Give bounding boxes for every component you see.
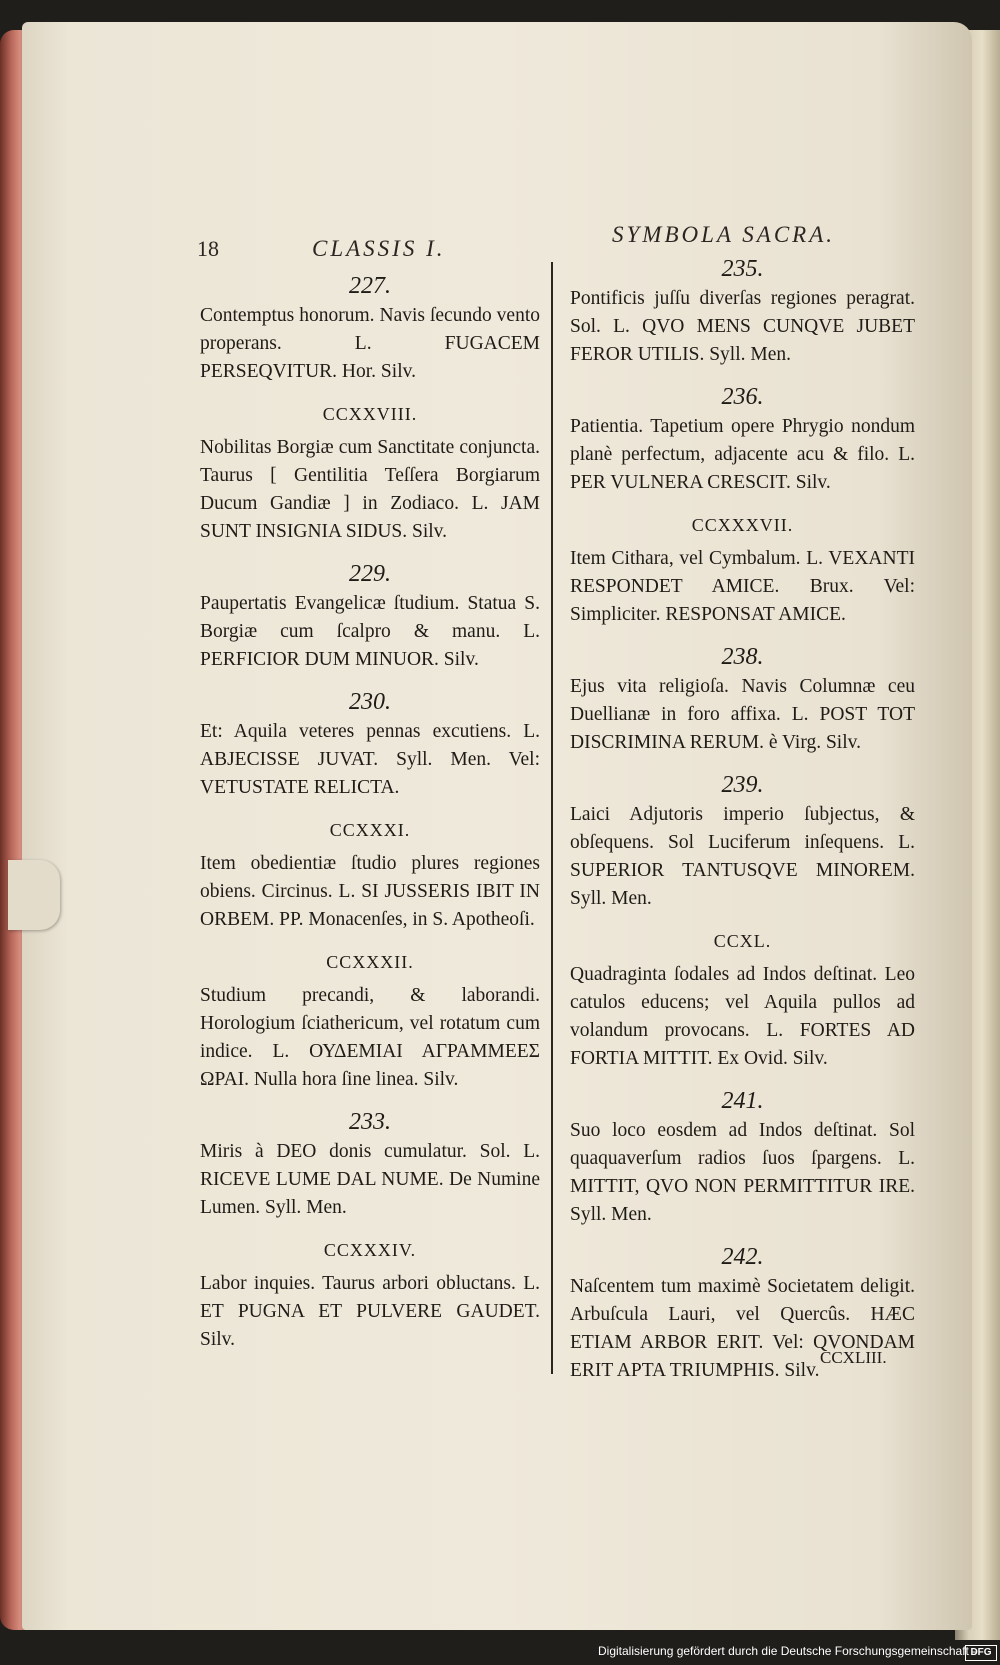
entry-text: Miris à DEO donis cumulatur. Sol. L. RICEVE LUME DAL NUME. De Numine Lumen. Syll. Men.	[200, 1141, 540, 1218]
right-column	[570, 255, 915, 1399]
entry-text: Nobilitas Borgiæ cum Sanctitate conjuncta. Taurus [ Gentilitia Teſſera Borgiarum Ducum Gandiæ ] in Zodiaco. L. JAM SUNT INSIGNIA SIDUS. Silv.	[200, 437, 540, 542]
entry-number: CCXL.	[713, 931, 772, 951]
dfg-logo: DFG	[965, 1645, 997, 1661]
running-head-left: CLASSIS I.	[312, 236, 446, 261]
digitization-credit: Digitalisierung gefördert durch die Deutsche Forschungsgemeinschaft -	[598, 1644, 977, 1658]
entry-text: Quadraginta ſodales ad Indos deſtinat. Leo catulos educens; vel Aquila pullos ad volandum provocans. L. FORTES AD FORTIA MITTIT. Ex Ovid. Silv.	[570, 964, 915, 1069]
entry	[570, 927, 915, 1073]
running-head-right: SYMBOLA SACRA.	[612, 222, 836, 247]
entry	[570, 511, 915, 629]
left-column	[200, 272, 540, 1368]
page-number: 18	[197, 236, 219, 261]
column-divider	[551, 262, 553, 1374]
entry-text: Suo loco eosdem ad Indos deſtinat. Sol quaquaverſum radios ſuos ſpargens. L. MITTIT, QVO NON PERMITTITUR IRE. Syll. Men.	[570, 1120, 915, 1225]
entry-text: Item Cithara, vel Cymbalum. L. VEXANTI RESPONDET AMICE. Brux. Vel: Simpliciter. RESPONSAT AMICE.	[570, 548, 915, 625]
entry-text: Ejus vita religioſa. Navis Columnæ ceu Duellianæ in foro affixa. L. POST TOT DISCRIMINA RERUM. è Virg. Silv.	[570, 676, 915, 753]
entry-number: 239.	[721, 772, 764, 798]
entry-text: Et: Aquila veteres pennas excutiens. L. ABJECISSE JUVAT. Syll. Men. Vel: VETUSTATE RELICTA.	[200, 721, 540, 798]
entry-text: Pontificis juſſu diverſas regiones peragrat. Sol. L. QVO MENS CUNQVE JUBET FEROR UTILIS. Syll. Men.	[570, 288, 915, 365]
entry	[200, 272, 540, 386]
entry-text: Patientia. Tapetium opere Phrygio nondum planè perfectum, adjacente acu & filo. L. PER VULNERA CRESCIT. Silv.	[570, 416, 915, 493]
entry-number: 230.	[349, 689, 391, 715]
entry	[570, 383, 915, 497]
catchword: CCXLIII.	[820, 1348, 887, 1367]
entry	[200, 400, 540, 546]
entry	[200, 688, 540, 802]
entry	[200, 560, 540, 674]
entry	[570, 643, 915, 757]
entry	[570, 1087, 915, 1229]
page-clip	[8, 860, 60, 930]
entry-number: 242.	[721, 1244, 764, 1270]
entry-number: CCXXXII.	[326, 952, 414, 972]
entry-number: CCXXVIII.	[322, 404, 418, 424]
entry-number: CCXXXIV.	[323, 1240, 417, 1260]
entry-number: 236.	[721, 384, 764, 410]
entry-text: Contemptus honorum. Navis ſecundo vento properans. L. FUGACEM PERSEQVITUR. Hor. Silv.	[200, 305, 540, 382]
entry	[200, 816, 540, 934]
entry-number: CCXXXI.	[329, 820, 411, 840]
entry-number: 227.	[349, 273, 391, 299]
entry-number: 229.	[349, 561, 391, 587]
entry-text: Studium precandi, & laborandi. Horologium ſciathericum, vel rotatum cum indice. L. ΟΥΔΕΜΙΑΙ ΑΓΡΑΜΜΕΕΣ ΩΡΑΙ. Nulla hora ſine linea. Silv.	[200, 985, 540, 1090]
entry-number: 235.	[721, 256, 764, 282]
entry-number: 238.	[721, 644, 764, 670]
entry	[200, 948, 540, 1094]
entry	[200, 1108, 540, 1222]
entry-number: 241.	[721, 1088, 764, 1114]
entry-text: Labor inquies. Taurus arbori obluctans. L. ET PUGNA ET PULVERE GAUDET. Silv.	[200, 1273, 540, 1350]
entry-text: Laici Adjutoris imperio ſubjectus, & obſequens. Sol Luciferum inſequens. L. SUPERIOR TANTUSQVE MINOREM. Syll. Men.	[570, 804, 915, 909]
entry-text: Item obedientiæ ſtudio plures regiones obiens. Circinus. L. SI JUSSERIS IBIT IN ORBEM. PP. Monacenſes, in S. Apotheoſi.	[200, 853, 540, 930]
entry	[200, 1236, 540, 1354]
entry-text: Paupertatis Evangelicæ ſtudium. Statua S. Borgiæ cum ſcalpro & manu. L. PERFICIOR DUM MINUOR. Silv.	[200, 593, 540, 670]
entry	[570, 771, 915, 913]
entry-text: Naſcentem tum maximè Societatem deligit. Arbuſcula Lauri, vel Quercûs. HÆC ETIAM ARBOR ERIT. Vel: QVONDAM ERIT APTA TRIUMPHIS. Silv.	[570, 1276, 915, 1381]
entry-number: CCXXXVII.	[691, 515, 794, 535]
entry	[570, 255, 915, 369]
entry-number: 233.	[349, 1109, 391, 1135]
